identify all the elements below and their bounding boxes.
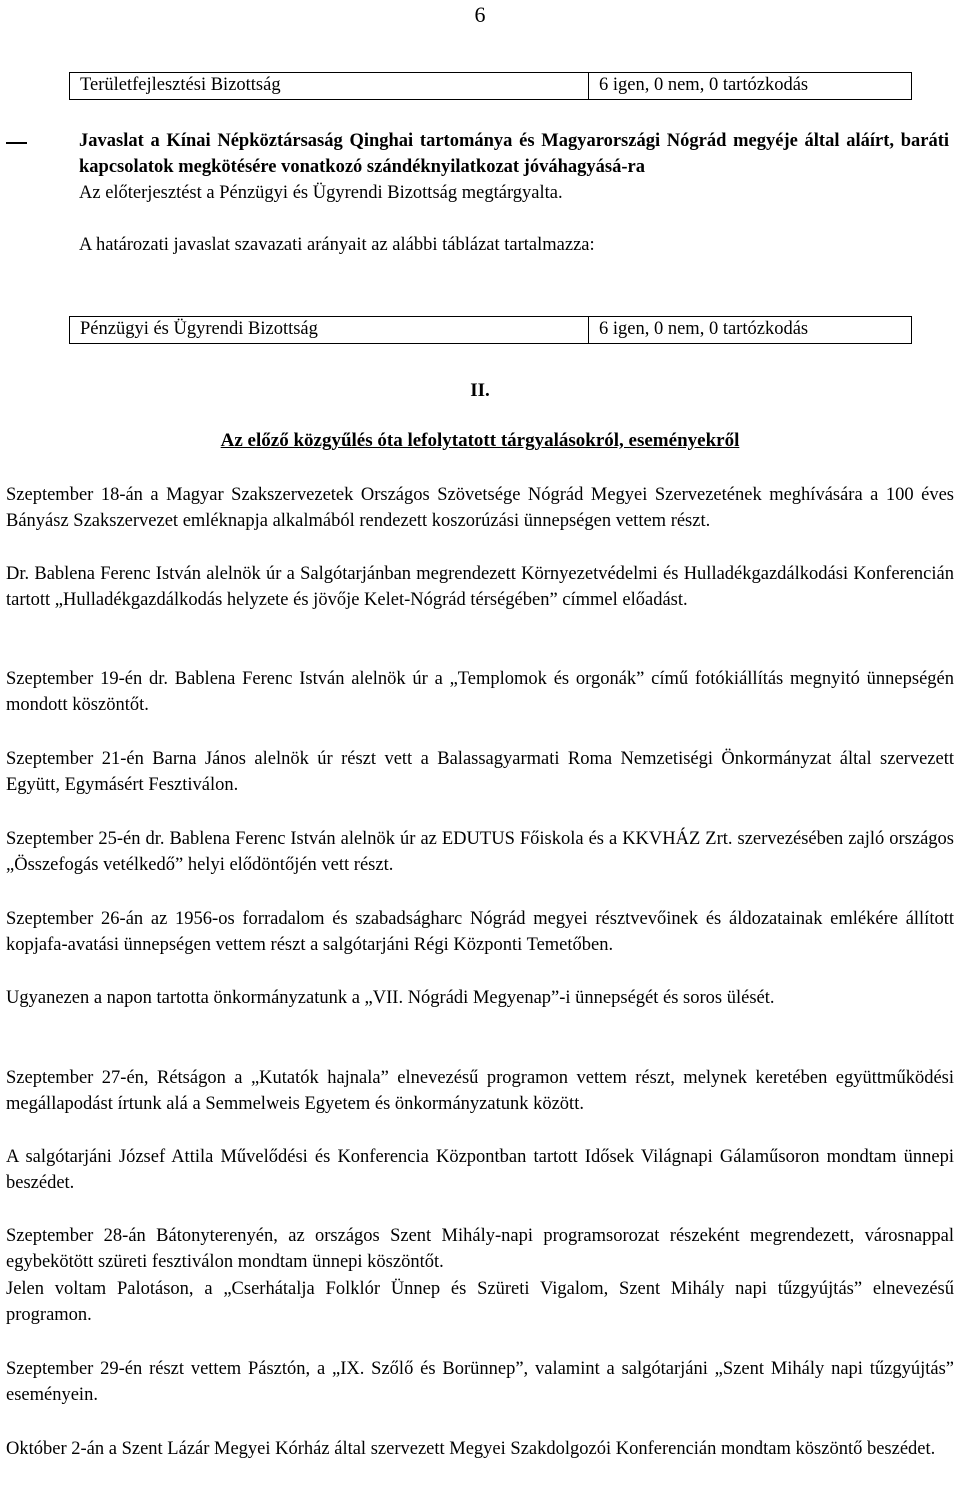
paragraph: Szeptember 25-én dr. Bablena Ferenc István alelnök úr az EDUTUS Főiskola és a KKVHÁZ Zrt. szervezésében zajló országos „Összefogás vetélkedő” helyi elődöntőjén vett részt.: [6, 829, 954, 875]
paragraph: Szeptember 21-én Barna János alelnök úr részt vett a Balassagyarmati Roma Nemzetiségi Önkormányzat által szervezett Együtt, Egymásért Fesztiválon.: [6, 749, 954, 795]
paragraph: Október 2-án a Szent Lázár Megyei Kórház által szervezett Megyei Szakdolgozói Konferencián mondtam köszöntő beszédet.: [6, 1439, 936, 1459]
proposal-discussed: Az előterjesztést a Pénzügyi és Ügyrendi Bizottság megtárgyalta.: [79, 183, 563, 203]
table-intro: A határozati javaslat szavazati arányait az alábbi táblázat tartalmazza:: [79, 235, 595, 255]
vote-table-finance: [69, 316, 912, 344]
vote-result: 6 igen, 0 nem, 0 tartózkodás: [599, 319, 809, 339]
paragraph: Szeptember 27-én, Rétságon a „Kutatók hajnala” elnevezésű programon vettem részt, melynek keretében együttműködési megállapodást írtunk alá a Semmelweis Egyetem és önkormányzatunk között.: [6, 1068, 954, 1114]
vote-result: 6 igen, 0 nem, 0 tartózkodás: [599, 75, 809, 95]
paragraph: Szeptember 29-én részt vettem Pásztón, a „IX. Szőlő és Borünnep”, valamint a salgótarjáni „Szent Mihály napi tűzgyújtás” eseményein.: [6, 1359, 954, 1405]
paragraph: A salgótarjáni József Attila Művelődési és Konferencia Központban tartott Idősek Világnapi Gálaműsoron mondtam ünnepi beszédet.: [6, 1147, 954, 1193]
paragraph: Dr. Bablena Ferenc István alelnök úr a Salgótarjánban megrendezett Környezetvédelmi és Hulladékgazdálkodási Konferencián tartott „Hulladékgazdálkodás helyzete és jövője Kelet-Nógrád térségében” címmel előadást.: [6, 564, 954, 610]
committee-name: Területfejlesztési Bizottság: [70, 73, 589, 99]
vote-table-regional-development: [69, 72, 912, 100]
committee-name: Pénzügyi és Ügyrendi Bizottság: [70, 317, 589, 343]
section-number: II.: [470, 380, 490, 401]
list-dash: [6, 142, 27, 144]
paragraph: Szeptember 19-én dr. Bablena Ferenc István alelnök úr a „Templomok és orgonák” című fotókiállítás megnyitó ünnepségén mondott köszöntőt.: [6, 669, 954, 715]
section-title: Az előző közgyűlés óta lefolytatott tárgyalásokról, eseményekről: [220, 430, 740, 451]
paragraph: Szeptember 28-án Bátonyterenyén, az országos Szent Mihály-napi programsorozat részeként megrendezett, városnappal egybekötött szüreti fesztiválon mondtam ünnepi köszöntőt.: [6, 1226, 954, 1272]
proposal-block: [79, 128, 949, 258]
page-number: 6: [474, 2, 486, 27]
paragraph: Ugyanezen a napon tartotta önkormányzatunk a „VII. Nógrádi Megyenap”-i ünnepségét és soros ülését.: [6, 988, 775, 1008]
paragraph: Szeptember 26-án az 1956-os forradalom és szabadságharc Nógrád megyei résztvevőinek és áldozatainak emlékére állított kopjafa-avatási ünnepségen vettem részt a salgótarjáni Régi Központi Temetőben.: [6, 909, 954, 955]
proposal-title: Javaslat a Kínai Népköztársaság Qinghai tartománya és Magyarországi Nógrád megyéje által aláírt, baráti kapcsolatok megkötésére vonatkozó szándéknyilatkozat jóváhagyásá-ra: [79, 131, 949, 177]
paragraph: Jelen voltam Palotáson, a „Cserhátalja Folklór Ünnep és Szüreti Vigalom, Szent Mihály napi tűzgyújtás” elnevezésű programon.: [6, 1279, 954, 1325]
paragraph: Szeptember 18-án a Magyar Szakszervezetek Országos Szövetsége Nógrád Megyei Szervezetének meghívására a 100 éves Bányász Szakszervezet emléknapja alkalmából rendezett koszorúzási ünnepségen vettem részt.: [6, 485, 954, 531]
